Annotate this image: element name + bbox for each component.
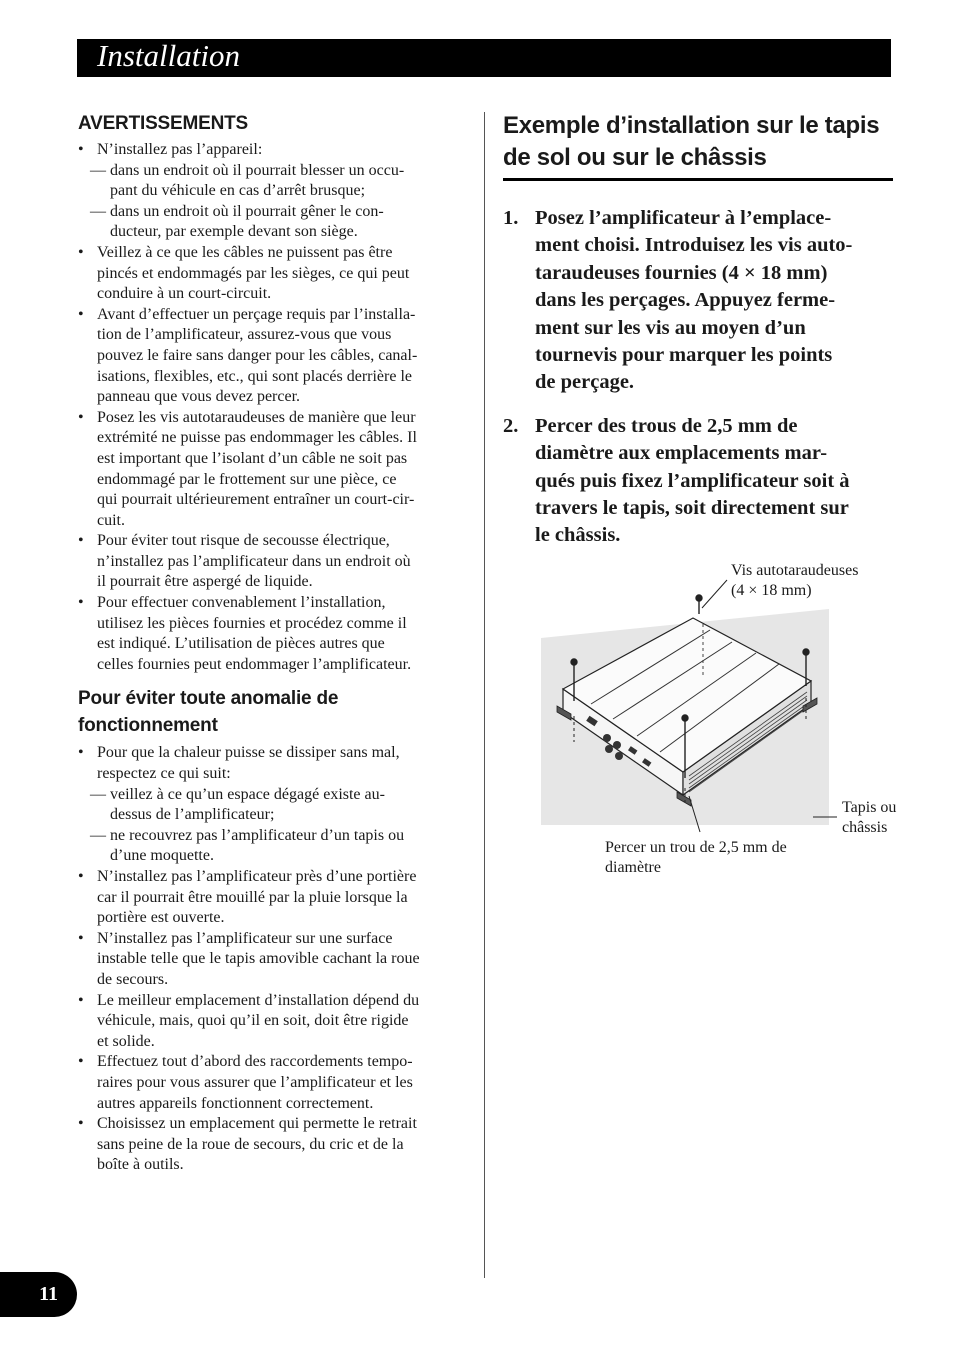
bullet-text: • Avant d’effectuer un perçage requis par l’installa- tion de l’amplificateur, assurez-vous que vous pouvez le faire sans danger pour les câbles, canal- isations, flexibles, etc., qui sont placés derrière le panneau que vous devez percer. [97, 305, 418, 406]
warnings-title: AVERTISSEMENTS [78, 113, 248, 134]
step-item [503, 413, 893, 550]
bullet-item [78, 743, 470, 867]
section-title: Exemple d’installation sur le tapis de sol ou sur le châssis [503, 110, 893, 181]
bullet-item [78, 867, 470, 929]
steps-list [503, 205, 893, 550]
bullet-text: • Pour que la chaleur puisse se dissiper sans mal, respectez ce qui suit: [97, 744, 400, 783]
sub-item: — dans un endroit où il pourrait gêner le con- ducteur, par exemple devant son siège. [78, 202, 470, 243]
page-header-title: Installation [97, 38, 240, 73]
bullet-item [78, 408, 470, 532]
bullet-text: • Posez les vis autotaraudeuses de manière que leur extrémité ne puisse pas endommager les câbles. Il est important que l’isolant d’un câble ne soit pas endommagé par le frottement sur une pièce, ce qui pourrait ultérieurement entraîner un court-cir- cuit. [97, 408, 417, 529]
bullet-text: • Le meilleur emplacement d’installation dépend du véhicule, mais, quoi qu’il en soit, doit être rigide et solide. [97, 991, 420, 1050]
bullet-text: • N’installez pas l’appareil: [97, 141, 263, 158]
header-bar [77, 39, 891, 77]
bullet-text: • N’installez pas l’amplificateur près d’une portière car il pourrait être mouillé par la pluie lorsque la portière est ouverte. [97, 868, 417, 927]
column-divider [484, 112, 485, 1278]
left-column [78, 112, 470, 1176]
step-text: Percer des trous de 2,5 mm de diamètre aux emplacements mar- qués puis fixez l’amplificateur soit à travers le tapis, soit directement sur le châssis. [535, 414, 850, 547]
warnings-list [78, 140, 470, 675]
bullet-item [78, 243, 470, 305]
bullet-item [78, 593, 470, 675]
sub-item: — veillez à ce qu’un espace dégagé existe au- dessus de l’amplificateur; [78, 785, 470, 826]
bullet-item [78, 991, 470, 1053]
bullet-text: • Pour éviter tout risque de secousse électrique, n’installez pas l’amplificateur dans un endroit où il pourrait être aspergé de liquide. [97, 532, 411, 591]
bullet-item [78, 140, 470, 243]
label-drill: Percer un trou de 2,5 mm de diamètre [605, 839, 787, 876]
bullet-text: • Effectuez tout d’abord des raccordements tempo- raires pour vous assurer que l’amplificateur et les autres appareils fonctionnent correctement. [97, 1053, 413, 1112]
sub-item: — dans un endroit où il pourrait blesser un occu- pant du véhicule en cas d’arrêt brusque; [78, 161, 470, 202]
bullet-text: • Veillez à ce que les câbles ne puissent pas être pincés et endommagés par les sièges, ce qui peut conduire à un court-circuit. [97, 243, 410, 303]
label-screws: Vis autotaraudeuses (4 × 18 mm) [731, 562, 859, 599]
bullet-item [78, 305, 470, 408]
step-number: 1. [503, 207, 519, 229]
anomaly-title: Pour éviter toute anomalie de fonctionnement [78, 688, 339, 737]
anomaly-list [78, 743, 470, 1175]
step-text: Posez l’amplificateur à l’emplace- ment choisi. Introduisez les vis auto- taraudeuses fournies (4 × 18 mm) dans les perçages. Appuyez ferme- ment sur les vis au moyen d’un tournevis pour marquer les points de perçage. [535, 207, 853, 394]
installation-figure [503, 556, 923, 886]
bullet-item [78, 531, 470, 593]
bullet-item [78, 929, 470, 991]
bullet-item [78, 1114, 470, 1176]
label-floor: Tapis ou châssis [842, 799, 897, 836]
sub-item: — ne recouvrez pas l’amplificateur d’un tapis ou d’une moquette. [78, 826, 470, 867]
bullet-text: • Pour effectuer convenablement l’installation, utilisez les pièces fournies et procédez comme il est indiqué. L’utilisation de pièces autres que celles fournies peut endommager l’amplificateur. [97, 594, 412, 673]
bullet-text: • N’installez pas l’amplificateur sur une surface instable telle que le tapis amovible cachant la roue de secours. [97, 929, 420, 988]
page-number: 11 [39, 1283, 58, 1305]
step-number: 2. [503, 414, 519, 437]
step-item [503, 205, 893, 397]
right-column [503, 110, 893, 566]
bullet-text: • Choisissez un emplacement qui permette le retrait sans peine de la roue de secours, du cric et de la boîte à outils. [97, 1115, 417, 1174]
bullet-item [78, 1052, 470, 1114]
page-number-tab [0, 1272, 77, 1317]
